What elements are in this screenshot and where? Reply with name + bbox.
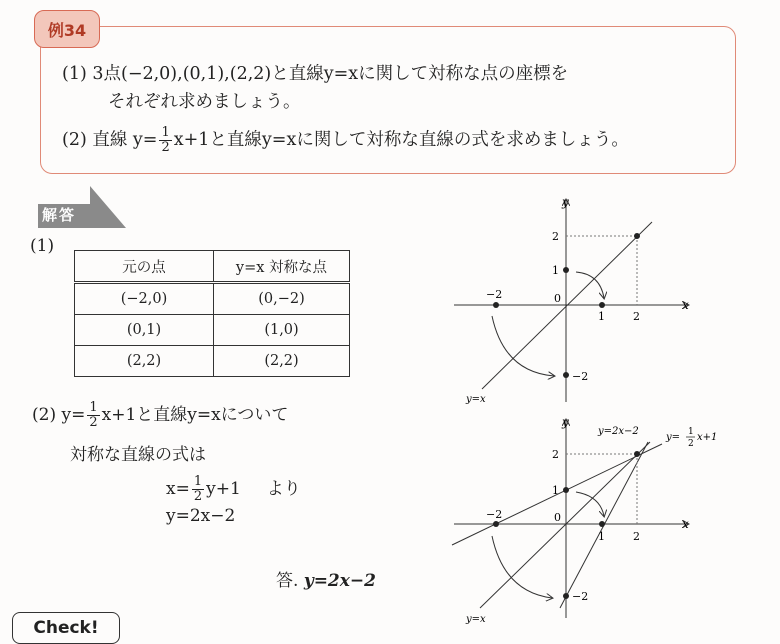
svg-text:x: x xyxy=(682,298,689,312)
svg-text:1: 1 xyxy=(598,530,605,543)
svg-text:2: 2 xyxy=(552,448,559,461)
example-tag: 例34 xyxy=(34,10,100,48)
equation-1: x= $\frac{1}{2}$ y+1 より xyxy=(166,474,301,504)
svg-text:x+1: x+1 xyxy=(697,432,718,443)
symmetry-table xyxy=(74,250,350,377)
svg-text:y=2x−2: y=2x−2 xyxy=(598,426,639,437)
check-label: Check! xyxy=(12,612,120,644)
question-2-fraction: $\frac{1}{2}$ xyxy=(161,125,170,155)
svg-text:1: 1 xyxy=(552,484,559,497)
svg-text:−2: −2 xyxy=(486,288,503,301)
svg-text:2: 2 xyxy=(688,439,694,449)
equation-2: y=2x−2 xyxy=(166,506,236,526)
svg-text:y: y xyxy=(562,195,569,209)
graph-2 xyxy=(440,412,750,626)
svg-text:1: 1 xyxy=(552,264,559,277)
final-answer: 答. y=2x−2 xyxy=(276,571,376,591)
svg-text:y=x: y=x xyxy=(466,394,486,405)
svg-text:0: 0 xyxy=(554,292,561,305)
part-2-line-2: 対称な直線の式は xyxy=(70,445,206,465)
answer-banner-label: 解答 xyxy=(42,206,77,224)
svg-text:1: 1 xyxy=(688,427,694,437)
question-2-suffix: x+1と直線y=xに関して対称な直線の式を求めましょう。 xyxy=(173,130,629,150)
table-row: (0,1) (1,0) xyxy=(75,315,350,346)
svg-text:y=: y= xyxy=(666,432,681,443)
svg-text:2: 2 xyxy=(552,230,559,243)
svg-text:−2: −2 xyxy=(572,590,589,603)
svg-text:2: 2 xyxy=(633,530,640,543)
svg-text:0: 0 xyxy=(554,511,561,524)
graph-1 xyxy=(440,192,700,408)
svg-text:x: x xyxy=(682,517,689,531)
table-row: (2,2) (2,2) xyxy=(75,346,350,377)
svg-text:2: 2 xyxy=(633,310,640,323)
part-2-line-1: (2) y= $\frac{1}{2}$ x+1と直線y=xについて xyxy=(32,400,289,430)
svg-text:1: 1 xyxy=(598,310,605,323)
table-header-original: 元の点 xyxy=(75,251,214,283)
question-2 xyxy=(62,126,629,155)
svg-text:y: y xyxy=(562,415,569,429)
question-1-line-2: それぞれ求めましょう。 xyxy=(108,92,301,112)
svg-text:−2: −2 xyxy=(572,370,589,383)
question-2-prefix: (2) 直線 y= xyxy=(62,130,158,150)
table-row: (−2,0) (0,−2) xyxy=(75,283,350,315)
svg-text:y=x: y=x xyxy=(466,614,486,625)
table-header-symmetric: y=x 対称な点 xyxy=(214,251,350,283)
svg-text:−2: −2 xyxy=(486,508,503,521)
part-1-label: (1) xyxy=(30,236,55,256)
question-1-line-1: (1) 3点(−2,0),(0,1),(2,2)と直線y=xに関して対称な点の座標を xyxy=(62,64,569,84)
